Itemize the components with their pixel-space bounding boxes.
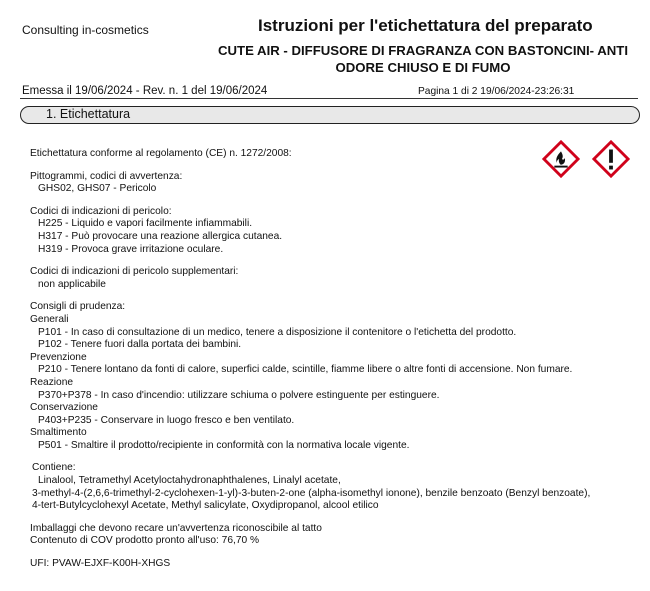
issue-info: Emessa il 19/06/2024 - Rev. n. 1 del 19/06/2024 — [22, 85, 268, 97]
precaution-label: Consigli di prudenza: — [30, 301, 126, 313]
contiene-label: Contiene: — [32, 462, 76, 474]
supplementary-label: Codici di indicazioni di pericolo supplementari: — [30, 266, 239, 278]
label-content — [30, 148, 640, 571]
hazard-statement: H225 - Liquido e vapori facilmente infiammabili. — [38, 218, 253, 230]
page-info: Pagina 1 di 2 19/06/2024-23:26:31 — [418, 86, 575, 97]
precaution-statement: P102 - Tenere fuori dalla portata dei bambini. — [38, 339, 242, 351]
packaging-text: Imballaggi che devono recare un'avvertenza riconoscibile al tatto — [30, 522, 322, 534]
company-name: Consulting in-cosmetics — [22, 23, 149, 37]
section-title: 1. Etichettatura — [46, 107, 131, 121]
hazard-label: Codici di indicazioni di pericolo: — [30, 205, 172, 217]
ingredient-line: 3-methyl-4-(2,6,6-trimethyl-2-cyclohexen-1-yl)-3-buten-2-one (alpha-isomethyl ionone), benzile benzoato (Benzyl benzoate), — [32, 487, 591, 499]
document-title: Istruzioni per l'etichettatura del preparato — [258, 16, 593, 35]
hazard-statement: H317 - Può provocare una reazione allergica cutanea. — [38, 230, 283, 242]
ingredient-line: Linalool, Tetramethyl Acetyloctahydronaphthalenes, Linalyl acetate, — [38, 475, 341, 487]
supplementary-value: non applicabile — [38, 278, 106, 290]
conservazione-label: Conservazione — [30, 402, 98, 414]
product-name: CUTE AIR - DIFFUSORE DI FRAGRANZA CON BASTONCINI- ANTI ODORE CHIUSO E DI FUMO — [217, 43, 628, 75]
smaltimento-label: Smaltimento — [30, 427, 87, 439]
prevenzione-label: Prevenzione — [30, 351, 87, 363]
reazione-label: Reazione — [30, 376, 74, 388]
ingredient-line: 4-tert-Butylcyclohexyl Acetate, Methyl salicylate, Oxydipropanol, alcool etilico — [32, 500, 379, 512]
precaution-statement: P370+P378 - In caso d'incendio: utilizzare schiuma o polvere estinguente per estinguere. — [38, 389, 440, 401]
cov-text: Contenuto di COV prodotto pronto all'uso: 76,70 % — [30, 535, 260, 547]
pictograms-label: Pittogrammi, codici di avvertenza: — [30, 170, 183, 182]
generali-label: Generali — [30, 313, 69, 325]
regulation-text: Etichettatura conforme al regolamento (CE) n. 1272/2008: — [30, 148, 292, 159]
header-divider — [20, 98, 638, 99]
precaution-statement: P403+P235 - Conservare in luogo fresco e ben ventilato. — [38, 414, 295, 426]
ufi-code: UFI: PVAW-EJXF-K00H-XHGS — [30, 558, 171, 570]
hazard-statement: H319 - Provoca grave irritazione oculare. — [38, 243, 224, 255]
precaution-statement: P101 - In caso di consultazione di un medico, tenere a disposizione il contenitore o l'etichetta del prodotto. — [38, 326, 517, 338]
precaution-statement: P210 - Tenere lontano da fonti di calore, superfici calde, scintille, fiamme libere o altre fonti di accensione. Non fumare. — [38, 364, 573, 376]
pictograms-value: GHS02, GHS07 - Pericolo — [38, 183, 157, 195]
precaution-statement: P501 - Smaltire il prodotto/recipiente in conformità con la normativa locale vigente. — [38, 439, 410, 451]
